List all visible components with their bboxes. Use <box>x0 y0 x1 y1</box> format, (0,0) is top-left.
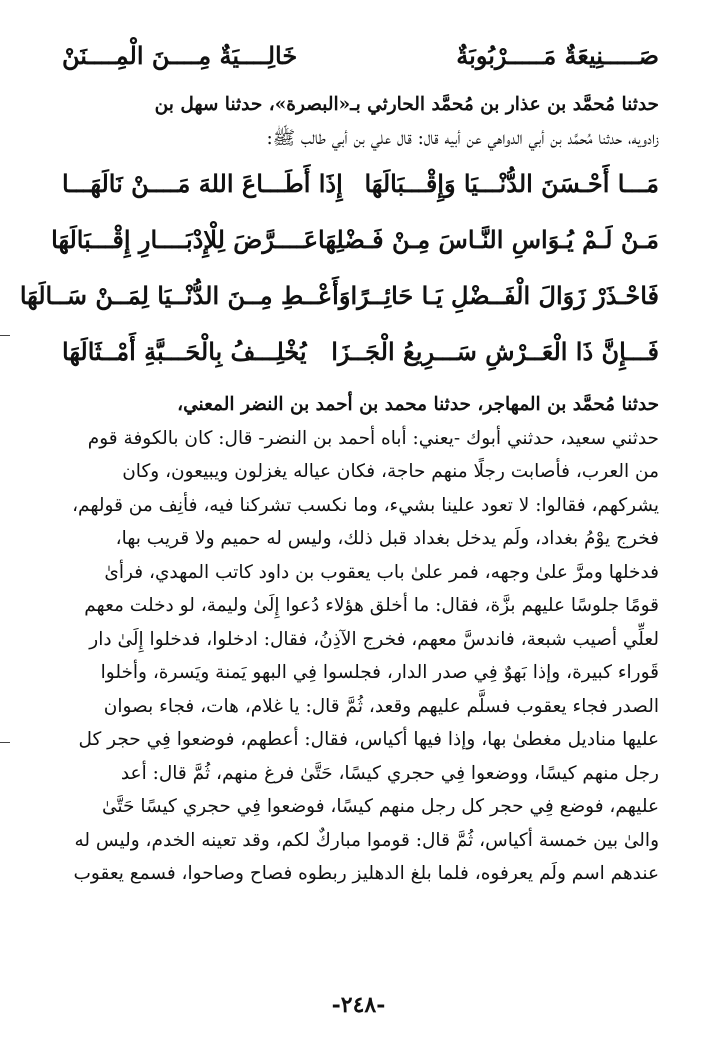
poem-hemistich-right: فَاحْـذَرْ زَوَالَ الْفَــضْلِ يَـا حَائِــرًا <box>350 280 659 310</box>
poem-hemistich-left: وَأَعْــطِ مِــنَ الدُّنْــيَا لِمَــنْ سَــالَهَا <box>19 280 351 310</box>
text-line: عليهم، فوضع فِي حجر كل رجل منهم كيسًا، فوضعوا فِي حجري كيسًا حَتَّىٰ <box>102 796 659 817</box>
text-line: قَوراء كبيرة، وإذا بَهوٌ فِي صدر الدار، فجلسوا فِي البهو يَمنة ويَسرة، وأخلوا <box>100 662 659 683</box>
body-paragraph <box>58 388 659 891</box>
poem-verse-2 <box>51 214 659 264</box>
poem-hemistich-left: عَــــرَّضَ لِلْإِدْبَــــارِ إِقْـــبَالَهَا <box>51 224 319 254</box>
text-line: فخرج يوْمُ بغداد، ولَم يدخل بغداد قبل ذلك، وليس له حميم ولا قريب بها، <box>115 528 659 549</box>
poem-verse-1 <box>62 158 659 208</box>
poem-hemistich-left: يُخْلِـــفُ بِالْحَـــبَّةِ أَمْــثَالَهَا <box>62 336 307 366</box>
text-line: حدثنا مُحمَّد بن عذار بن مُحمَّد الحارثي بـ«البصرة»، حدثنا سهل بن <box>154 94 659 115</box>
text-line: حدثني سعيد، حدثني أبوك -يعني: أباه أحمد بن النضر- قال: كان بالكوفة قوم <box>87 427 659 449</box>
text-line: فدخلها ومرَّ علىٰ وجهه، فمر علىٰ باب يعقوب بن داود كاتب المهدي، فرأىٰ <box>104 561 659 583</box>
text-line: عندهم اسم ولَم يعرفوه، فلما بلغ الدهليز ربطوه فصاح وصاحوا، فسمع يعقوب <box>73 863 659 884</box>
poem-verse-3 <box>19 270 659 320</box>
intro-paragraph <box>58 88 659 155</box>
text-line: قومًا جلوسًا عليهم بزَّة، فقال: ما أخلق هؤلاء دُعوا إِلَىٰ وليمة، لو دخلت معهم <box>84 595 659 616</box>
text-line: عليها مناديل مغطىٰ بها، وإذا فيها أكياس، فقال: أعطهم، فوضعوا فِي حجر كل <box>78 729 659 750</box>
poem-hemistich-right: مَـــا أَحْـسَنَ الدُّنْـــيَا وَإِقْـــبَالَهَا <box>364 168 659 198</box>
poem-hemistich-left: إِذَا أَطَـــاعَ اللهَ مَــــنْ نَالَهَـــا <box>62 168 343 198</box>
text-line: من العرب، فأصابت رجلًا منهم حاجة، فكان عياله يغزلون ويبيعون، وكان <box>122 461 659 482</box>
margin-mark <box>0 335 10 336</box>
text-line: الصدر فجاء يعقوب فسلَّم عليهم وقعد، ثُمَّ قال: يا غلام، هات، فجاء بصوان <box>103 695 659 717</box>
header-verse-left: خَالِــــيَةٌ مِــــنَ الْمِــــنَنْ <box>62 40 298 70</box>
text-line: يشركهم، فقالوا: لا تعود علينا بشيء، وما نكسب تشركنا فيه، فأنِف من قولهم، <box>72 494 659 516</box>
margin-mark <box>0 742 10 743</box>
poem-verse-4 <box>62 326 659 376</box>
page-number: -٢٤٨- <box>331 992 386 1018</box>
text-line: والىٰ بين خمسة أكياس، ثُمَّ قال: قوموا مباركٌ لكم، وقد تعينه الخدم، وليس له <box>74 829 659 851</box>
poem-hemistich-right: فَـــإِنَّ ذَا الْعَــرْشِ سَـــرِيعُ الْجَــزَا <box>331 336 659 366</box>
header-verse <box>62 30 659 80</box>
text-line: رجل منهم كيسًا، ووضعوا فِي حجري كيسًا، حَتَّىٰ فرغ منهم، ثُمَّ قال: أعد <box>120 762 659 784</box>
text-line: لعلِّي أصيب شبعة، فاندسَّ معهم، فخرج الآذِنُ، فقال: ادخلوا، فدخلوا إِلَىٰ دار <box>89 628 659 650</box>
text-line: حدثنا مُحمَّد بن المهاجر، حدثنا محمد بن أحمد بن النضر المعني، <box>177 394 659 415</box>
header-verse-right: صَـــــنِيعَةٌ مَـــــرْبُوبَةٌ <box>456 40 659 70</box>
text-line: زادويه، حدثنا مُحمَّد بن أبي الدواهي عن أبيه قال: قال علي بن أبي طالب ﷺ: <box>266 127 659 149</box>
poem-hemistich-right: مَـنْ لَـمْ يُـوَاسِ النَّـاسَ مِـنْ فَـضْلِهَا <box>318 224 659 254</box>
